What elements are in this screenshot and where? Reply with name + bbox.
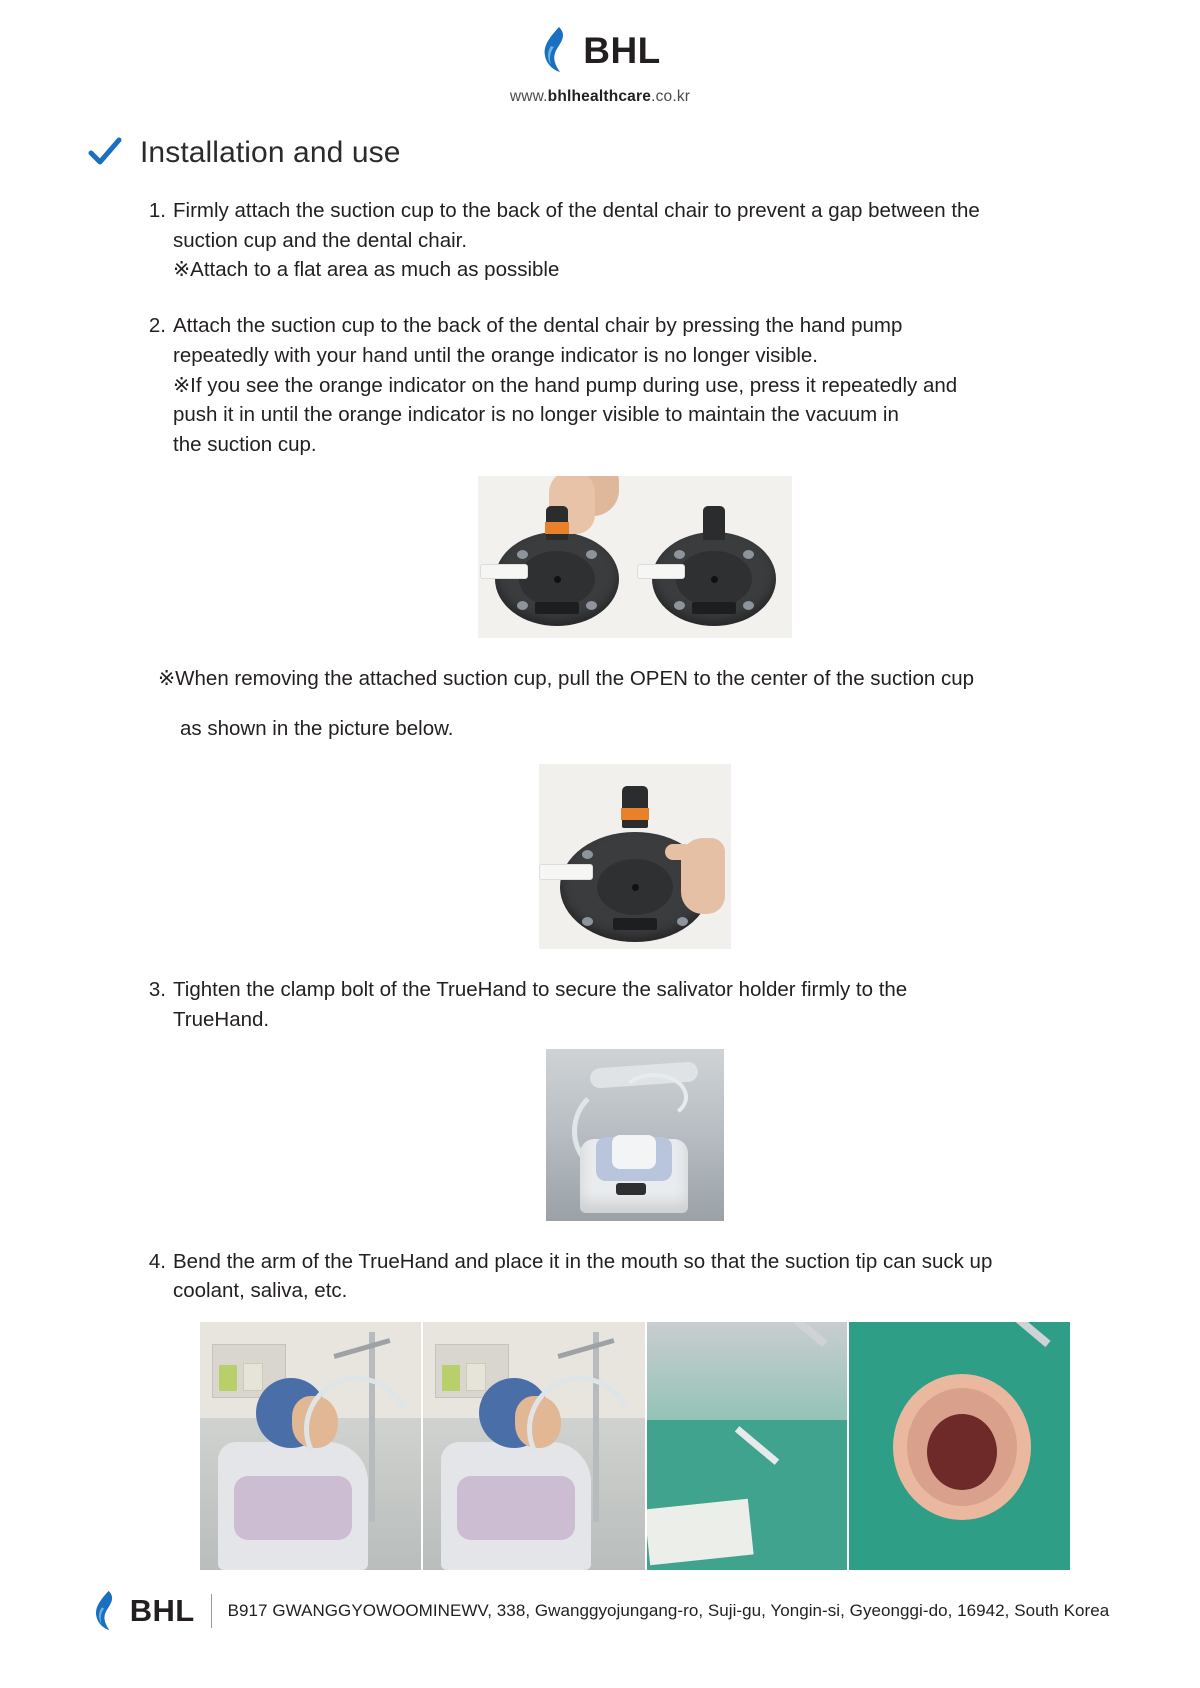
clinical-use-photo-strip [200, 1322, 1070, 1570]
brand-url-suffix: .co.kr [651, 88, 691, 105]
footer-address: B917 GWANGGYOWOOMINEWV, 338, Gwanggyojungang-ro, Suji-gu, Yongin-si, Gyeonggi-do, 16942, South Korea [227, 1601, 1110, 1620]
photo-open-mouth-suction [849, 1322, 1070, 1570]
step-4-number: 4. [148, 1249, 166, 1273]
brand-name: BHL [583, 29, 661, 71]
step-3-line-1: Tighten the clamp bolt of the TrueHand to secure the salivator holder firmly to the [173, 978, 908, 1002]
bhl-flame-logo-icon [91, 1590, 121, 1632]
step-4-line-2: coolant, saliva, etc. [173, 1279, 348, 1303]
step-2-note-line-3: the suction cup. [173, 433, 317, 457]
photo-panel-sealed [635, 476, 792, 638]
step-2-line-2: repeatedly with your hand until the orange indicator is no longer visible. [173, 343, 818, 367]
step-1-line-2: suction cup and the dental chair. [173, 228, 468, 252]
bhl-flame-logo-icon [539, 26, 573, 74]
suction-cup-hand-pump-photo [478, 476, 792, 638]
footer-brand-lockup [91, 1590, 195, 1632]
suction-cup-open-release-photo [539, 764, 731, 949]
step-1-line-1: Firmly attach the suction cup to the back of the dental chair to prevent a gap between the [173, 199, 980, 222]
document-body [140, 196, 1130, 1570]
page-header [0, 0, 1200, 106]
open-note-line-2: as shown in the picture below. [180, 716, 454, 740]
step-3-line-2: TrueHand. [173, 1007, 270, 1031]
step-2-note-line-2: push it in until the orange indicator is no longer visible to maintain the vacuum in [173, 403, 899, 427]
step-3-number: 3. [148, 978, 166, 1002]
step-2-line-1: Attach the suction cup to the back of the dental chair by pressing the hand pump [173, 314, 903, 338]
step-1-number: 1. [148, 199, 166, 222]
blue-checkmark-icon [88, 136, 122, 170]
step-2-number: 2. [148, 314, 166, 338]
section-title-row [88, 136, 1200, 170]
open-release-note [158, 664, 1130, 744]
brand-url-domain: bhlhealthcare [547, 88, 652, 105]
step-2-note-line-1: ※If you see the orange indicator on the hand pump during use, press it repeatedly and [173, 373, 958, 397]
dental-chair-truehand-photo [546, 1049, 724, 1221]
photo-patient-chair-left [200, 1322, 421, 1570]
step-1 [140, 196, 1130, 285]
brand-lockup [539, 26, 661, 74]
open-note-line-1: ※When removing the attached suction cup, pull the OPEN to the center of the suction cup [158, 666, 974, 690]
figure-clinical-use-strip [140, 1322, 1130, 1570]
brand-url-prefix: www. [509, 88, 548, 105]
page-title: Installation and use [140, 136, 401, 169]
footer-brand-name: BHL [129, 1593, 195, 1628]
step-2 [140, 311, 1130, 460]
figure-hand-pump [140, 476, 1130, 638]
step-1-note: ※Attach to a flat area as much as possible [173, 258, 560, 282]
figure-open-release [140, 764, 1130, 949]
photo-panel-pressed [478, 476, 635, 638]
photo-draped-patient [647, 1322, 847, 1570]
photo-patient-chair-right [423, 1322, 644, 1570]
figure-dental-chair [140, 1049, 1130, 1221]
page-footer [0, 1590, 1200, 1632]
step-3 [140, 975, 1130, 1034]
step-4-line-1: Bend the arm of the TrueHand and place it in the mouth so that the suction tip can suck up [173, 1249, 993, 1273]
brand-url [0, 88, 1200, 106]
step-4 [140, 1247, 1130, 1306]
footer-divider [211, 1594, 212, 1628]
